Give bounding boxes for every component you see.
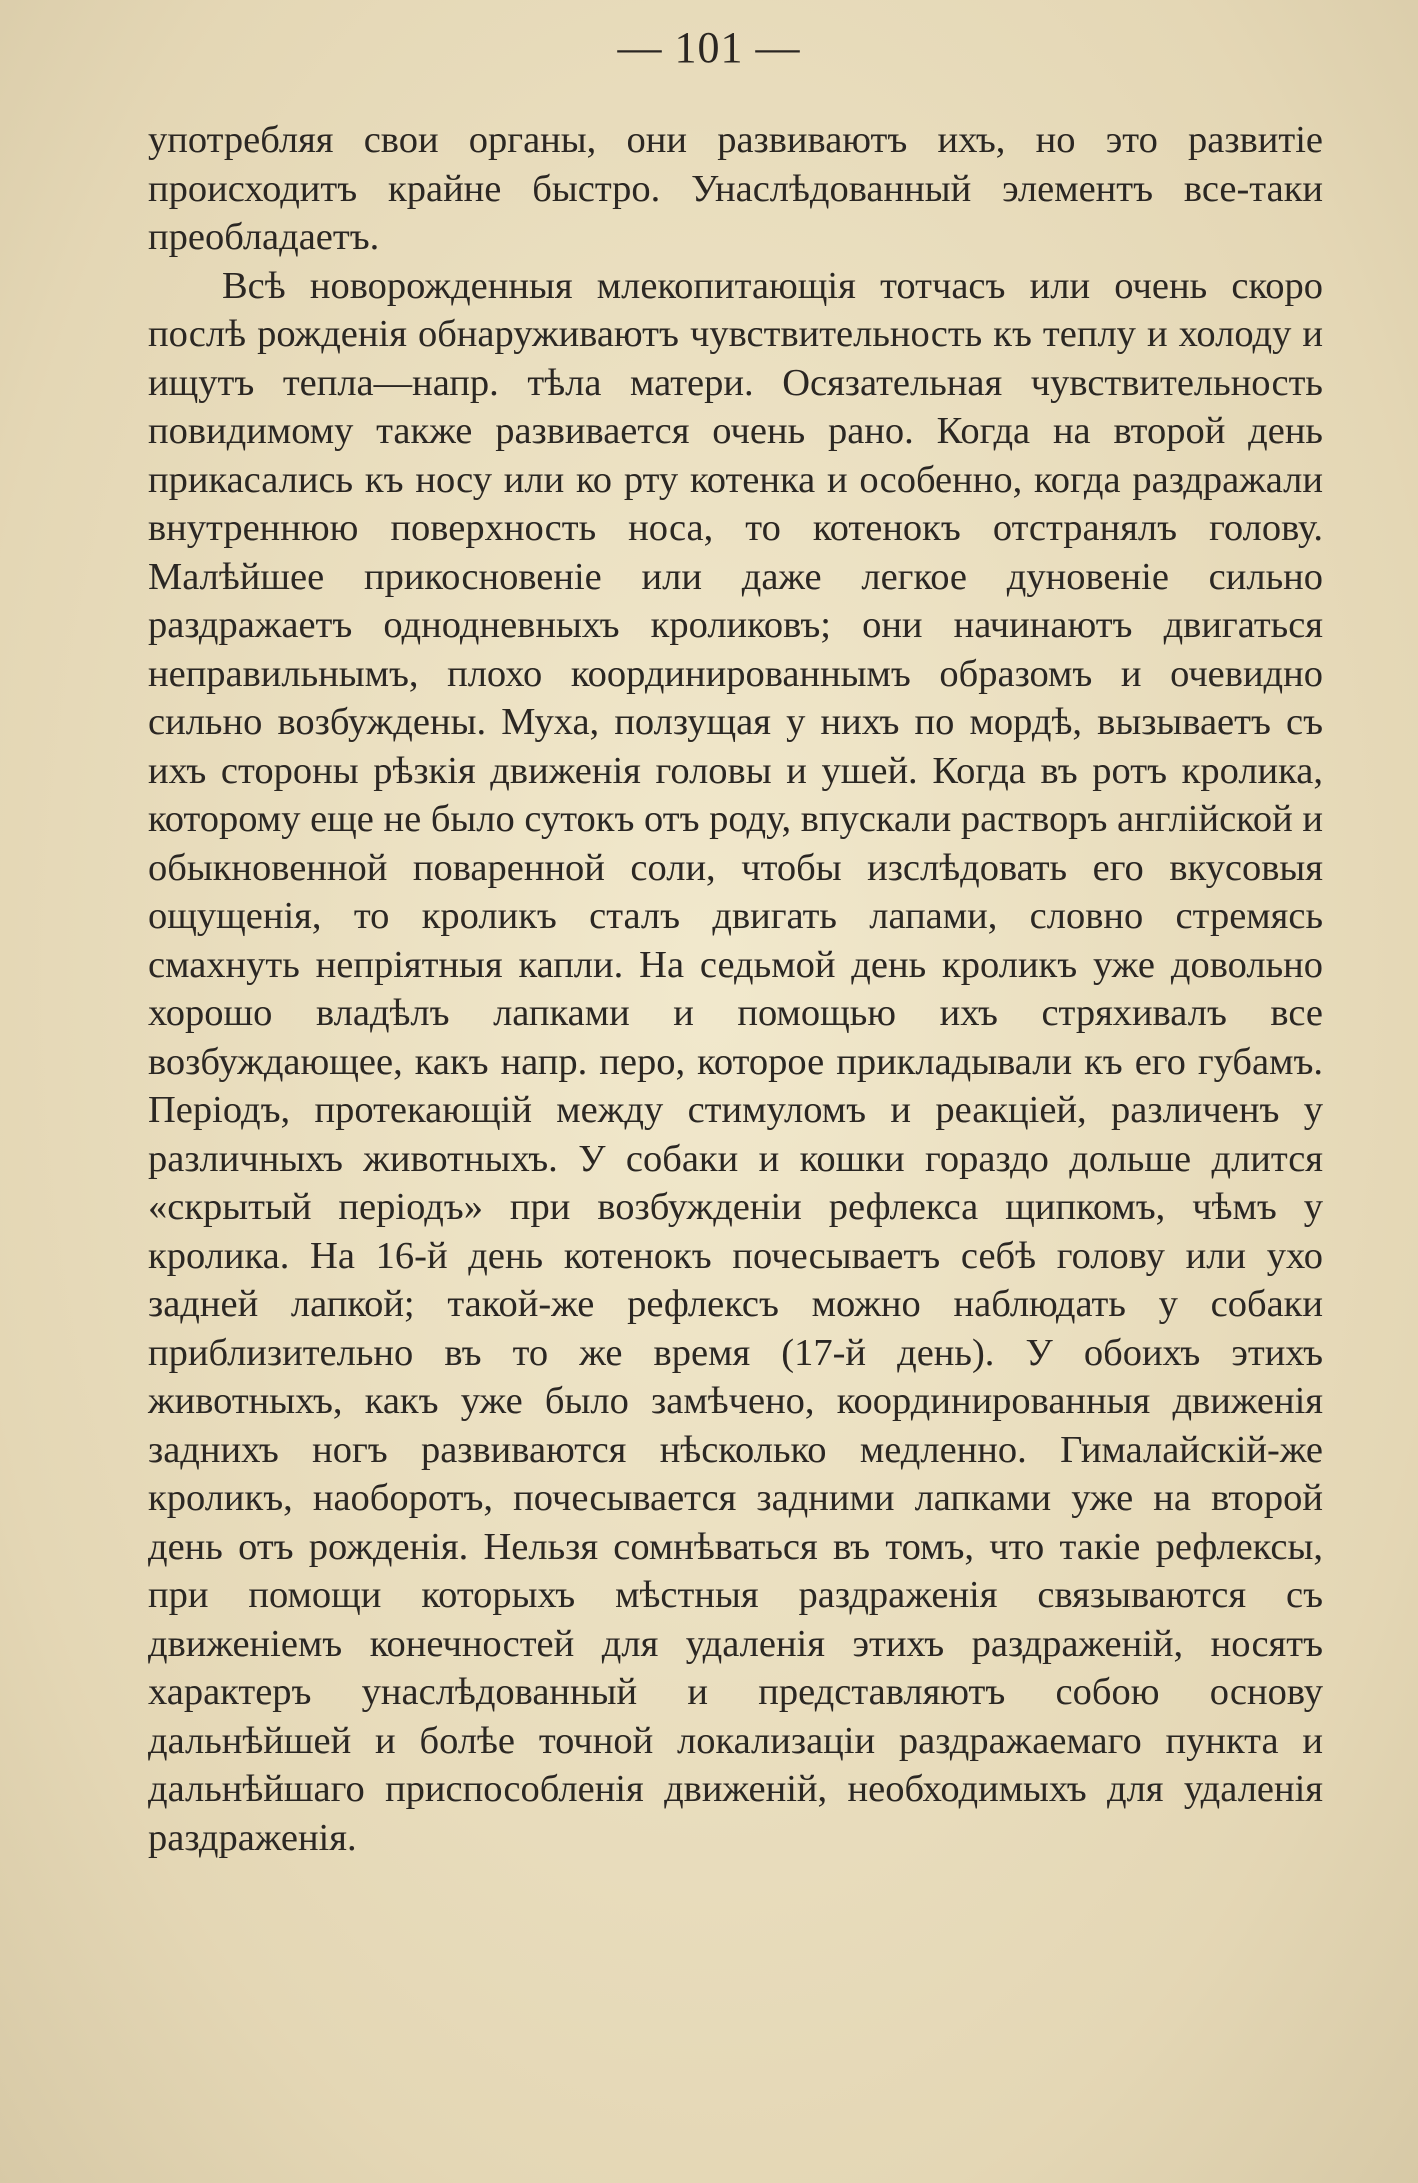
page-number: — 101 —	[617, 23, 801, 72]
body-text	[148, 116, 1323, 1862]
paragraph-continuation: употребляя свои органы, они развиваютъ ихъ, но это развитіе происходитъ крайне быстро. Унаслѣдованный элементъ все-таки преобладаетъ.	[148, 119, 1323, 258]
paragraph-newborn-sensitivity: Всѣ новорожденныя млекопитающія тотчасъ или очень скоро послѣ рожденія обнаруживаютъ чувствительность къ теплу и холоду и ищутъ тепла—напр. тѣла матери. Осязательная чувствительность повидимому также развивается очень рано. Когда на второй день прикасались къ носу или ко рту котенка и особенно, когда раздражали внутреннюю поверхность носа, то котенокъ отстранялъ голову. Малѣйшее прикосновеніе или даже легкое дуновеніе сильно раздражаетъ однодневныхъ кроликовъ; они начинаютъ двигаться неправильнымъ, плохо координированнымъ образомъ и очевидно сильно возбуждены. Муха, ползущая у нихъ по мордѣ, вызываетъ съ ихъ стороны рѣзкія движенія головы и ушей. Когда въ ротъ кролика, которому еще не было сутокъ отъ роду, впускали растворъ англійской и обыкновенной поваренной соли, чтобы изслѣдовать его вкусовыя ощущенія, то кроликъ сталъ двигать лапами, словно стремясь смахнуть непріятныя капли. На седьмой день кроликъ уже довольно хорошо владѣлъ лапками и помощью ихъ стряхивалъ все возбуждающее, какъ напр. перо, которое прикладывали къ его губамъ. Періодъ, протекающій между стимуломъ и реакціей, различенъ у различныхъ животныхъ. У собаки и кошки гораздо дольше длится «скрытый періодъ» при возбужденіи рефлекса щипкомъ, чѣмъ у кролика. На 16-й день котенокъ почесываетъ себѣ голову или ухо задней лапкой; такой-же рефлексъ можно наблюдать у собаки приблизительно въ то же время (17-й день). У обоихъ этихъ животныхъ, какъ уже было замѣчено, координированныя движенія заднихъ ногъ развиваются нѣсколько медленно. Гималайскій-же кроликъ, наоборотъ, почесывается задними лапками уже на второй день отъ рожденія. Нельзя сомнѣваться въ томъ, что такіе рефлексы, при помощи которыхъ мѣстныя раздраженія связываются съ движеніемъ конечностей для удаленія этихъ раздраженій, носятъ характеръ унаслѣдованный и представляютъ собою основу дальнѣйшей и болѣе точной локализаціи раздражаемаго пункта и дальнѣйшаго приспособленія движеній, необходимыхъ для удаленія раздраженія.	[148, 264, 1324, 1859]
